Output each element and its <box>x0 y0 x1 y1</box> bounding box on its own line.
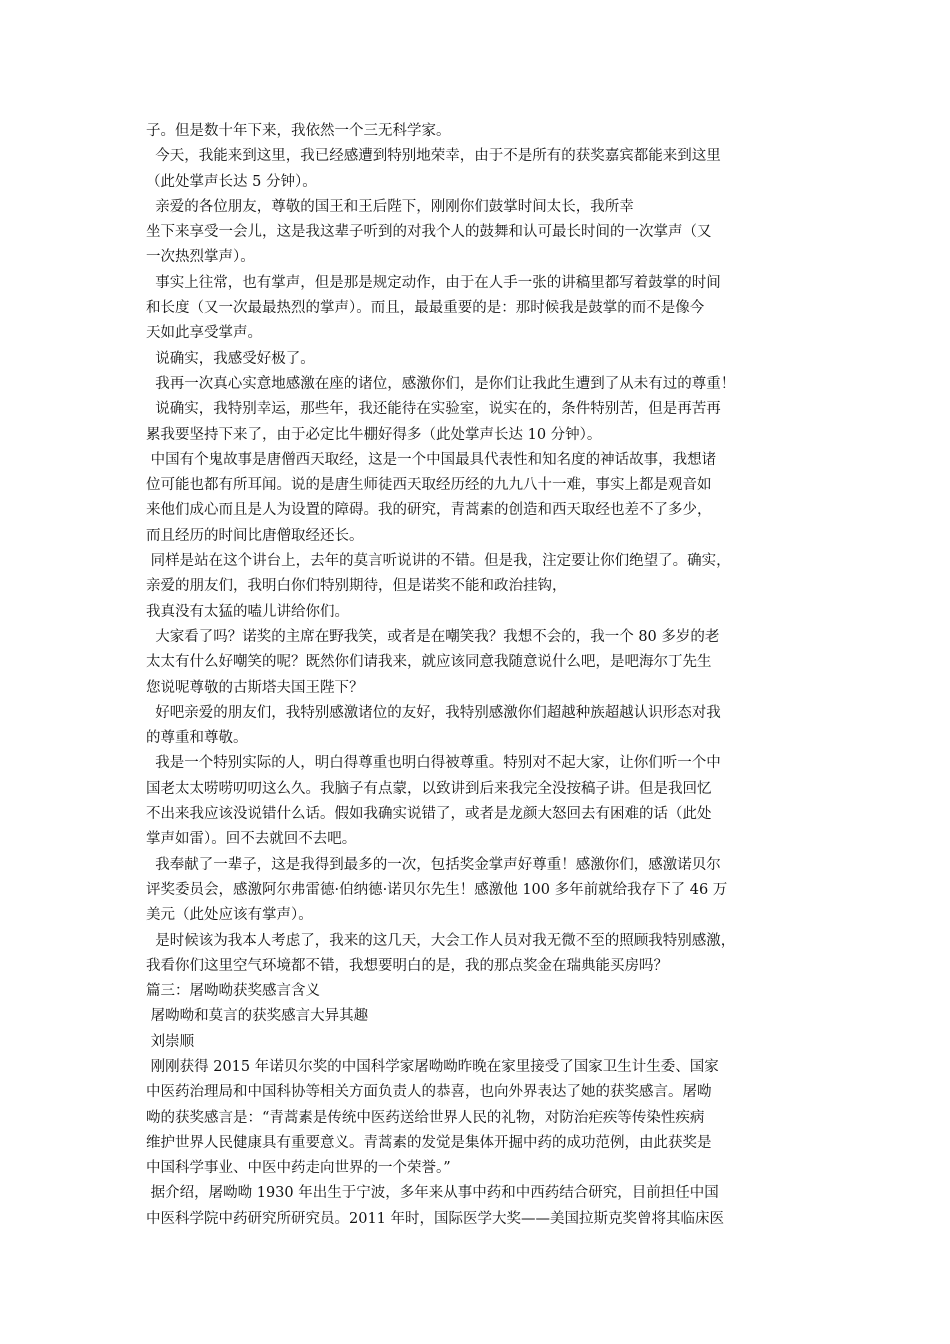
document-page <box>146 119 818 1232</box>
text-line: （此处掌声长达 5 分钟）。 <box>146 173 317 190</box>
text-line: 是时候该为我本人考虑了，我来的这几天，大会工作人员对我无微不至的照顾我特别感激， <box>146 932 736 949</box>
text-line: 太太有什么好嘲笑的呢？既然你们请我来，就应该同意我随意说什么吧，是吧海尔丁先生 <box>146 654 712 671</box>
text-line: 我再一次真心实意地感激在座的诸位，感激你们，是你们让我此生遭到了从未有过的尊重！ <box>146 375 736 392</box>
text-line: 中医药治理局和中国科协等相关方面负责人的恭喜，也向外界表达了她的获奖感言。屠呦 <box>146 1084 712 1101</box>
text-line: 据介绍，屠呦呦 1930 年出生于宁波，多年来从事中药和中西药结合研究，目前担任中国 <box>146 1185 719 1202</box>
text-line: 维护世界人民健康具有重要意义。青蒿素的发觉是集体开掘中药的成功范例，由此获奖是 <box>146 1134 712 1151</box>
text-line: 位可能也都有所耳闻。说的是唐生师徒西天取经历经的九九八十一难，事实上都是观音如 <box>146 477 712 494</box>
text-line: 天如此享受掌声。 <box>146 325 262 342</box>
text-line: 说确实，我特别幸运，那些年，我还能待在实验室，说实在的，条件特别苦，但是再苦再 <box>146 401 721 418</box>
text-line: 亲爱的各位朋友，尊敬的国王和王后陛下，刚刚你们鼓掌时间太长，我所幸 <box>146 198 634 215</box>
text-line: 一次热烈掌声）。 <box>146 249 255 266</box>
text-line: 中国科学事业、中医中药走向世界的一个荣誉。” <box>146 1160 451 1177</box>
text-line: 累我要坚持下来了，由于必定比牛棚好得多（此处掌声长达 10 分钟）。 <box>146 426 602 443</box>
text-line: 我看你们这里空气环境都不错，我想要明白的是，我的那点奖金在瑞典能买房吗？ <box>146 957 668 974</box>
text-line: 我奉献了一辈子，这是我得到最多的一次，包括奖金掌声好尊重！感激你们，感激诺贝尔 <box>146 856 721 873</box>
text-line: 美元（此处应该有掌声）。 <box>146 907 313 924</box>
text-line: 的尊重和尊敬。 <box>146 730 248 747</box>
text-line: 不出来我应该没说错什么话。假如我确实说错了，或者是龙颜大怒回去有困难的话（此处 <box>146 806 712 823</box>
text-line: 刚刚获得 2015 年诺贝尔奖的中国科学家屠呦呦昨晚在家里接受了国家卫生计生委、国家 <box>146 1058 719 1075</box>
text-line: 和长度（又一次最最热烈的掌声）。而且，最最重要的是：那时候我是鼓掌的而不是像今 <box>146 300 705 317</box>
text-line: 说确实，我感受好极了。 <box>146 350 315 367</box>
text-line: 中国有个鬼故事是唐僧西天取经，这是一个中国最具代表性和知名度的神话故事，我想诸 <box>146 451 717 468</box>
text-line: 坐下来享受一会儿，这是我这辈子听到的对我个人的鼓舞和认可最长时间的一次掌声（又 <box>146 224 712 241</box>
text-line: 掌声如雷）。回不去就回不去吧。 <box>146 831 357 848</box>
text-line: 今天，我能来到这里，我已经感遭到特别地荣幸，由于不是所有的获奖嘉宾都能来到这里 <box>146 148 721 165</box>
text-line: 事实上往常，也有掌声，但是那是规定动作，由于在人手一张的讲稿里都写着鼓掌的时间 <box>146 274 721 291</box>
author-name: 刘崇顺 <box>146 1033 195 1050</box>
text-line: 同样是站在这个讲台上，去年的莫言听说讲的不错。但是我，注定要让你们绝望了。确实， <box>146 553 731 570</box>
text-line: 大家看了吗？诺奖的主席在野我笑，或者是在嘲笑我？我想不会的，我一个 80 多岁的老 <box>146 628 720 645</box>
section-heading: 篇三：屠呦呦获奖感言含义 <box>146 983 320 1000</box>
article-title: 屠呦呦和莫言的获奖感言大异其趣 <box>146 1008 369 1025</box>
text-line: 您说呢尊敬的古斯塔夫国王陛下？ <box>146 679 364 696</box>
text-line: 好吧亲爱的朋友们，我特别感激诸位的友好，我特别感激你们超越种族超越认识形态对我 <box>146 704 721 721</box>
text-line: 而且经历的时间比唐僧取经还长。 <box>146 527 364 544</box>
text-line: 评奖委员会，感激阿尔弗雷德·伯纳德·诺贝尔先生！感激他 100 多年前就给我存下了 46 万 <box>146 881 728 898</box>
text-line: 来他们成心而且是人为设置的障碍。我的研究，青蒿素的创造和西天取经也差不了多少， <box>146 502 712 519</box>
text-line: 我是一个特别实际的人，明白得尊重也明白得被尊重。特别对不起大家，让你们听一个中 <box>146 755 721 772</box>
text-line: 呦的获奖感言是：“青蒿素是传统中医药送给世界人民的礼物，对防治疟疾等传染性疾病 <box>146 1109 705 1126</box>
text-line: 中医科学院中药研究所研究员。2011 年时，国际医学大奖——美国拉斯克奖曾将其临床医 <box>146 1210 725 1227</box>
text-line: 子。但是数十年下来，我依然一个三无科学家。 <box>146 123 451 139</box>
text-line: 国老太太唠唠叨叨这么久。我脑子有点蒙，以致讲到后来我完全没按稿子讲。但是我回忆 <box>146 780 712 797</box>
text-line: 亲爱的朋友们，我明白你们特别期待，但是诺奖不能和政治挂钩， <box>146 578 567 595</box>
text-line: 我真没有太猛的嗑儿讲给你们。 <box>146 603 349 620</box>
